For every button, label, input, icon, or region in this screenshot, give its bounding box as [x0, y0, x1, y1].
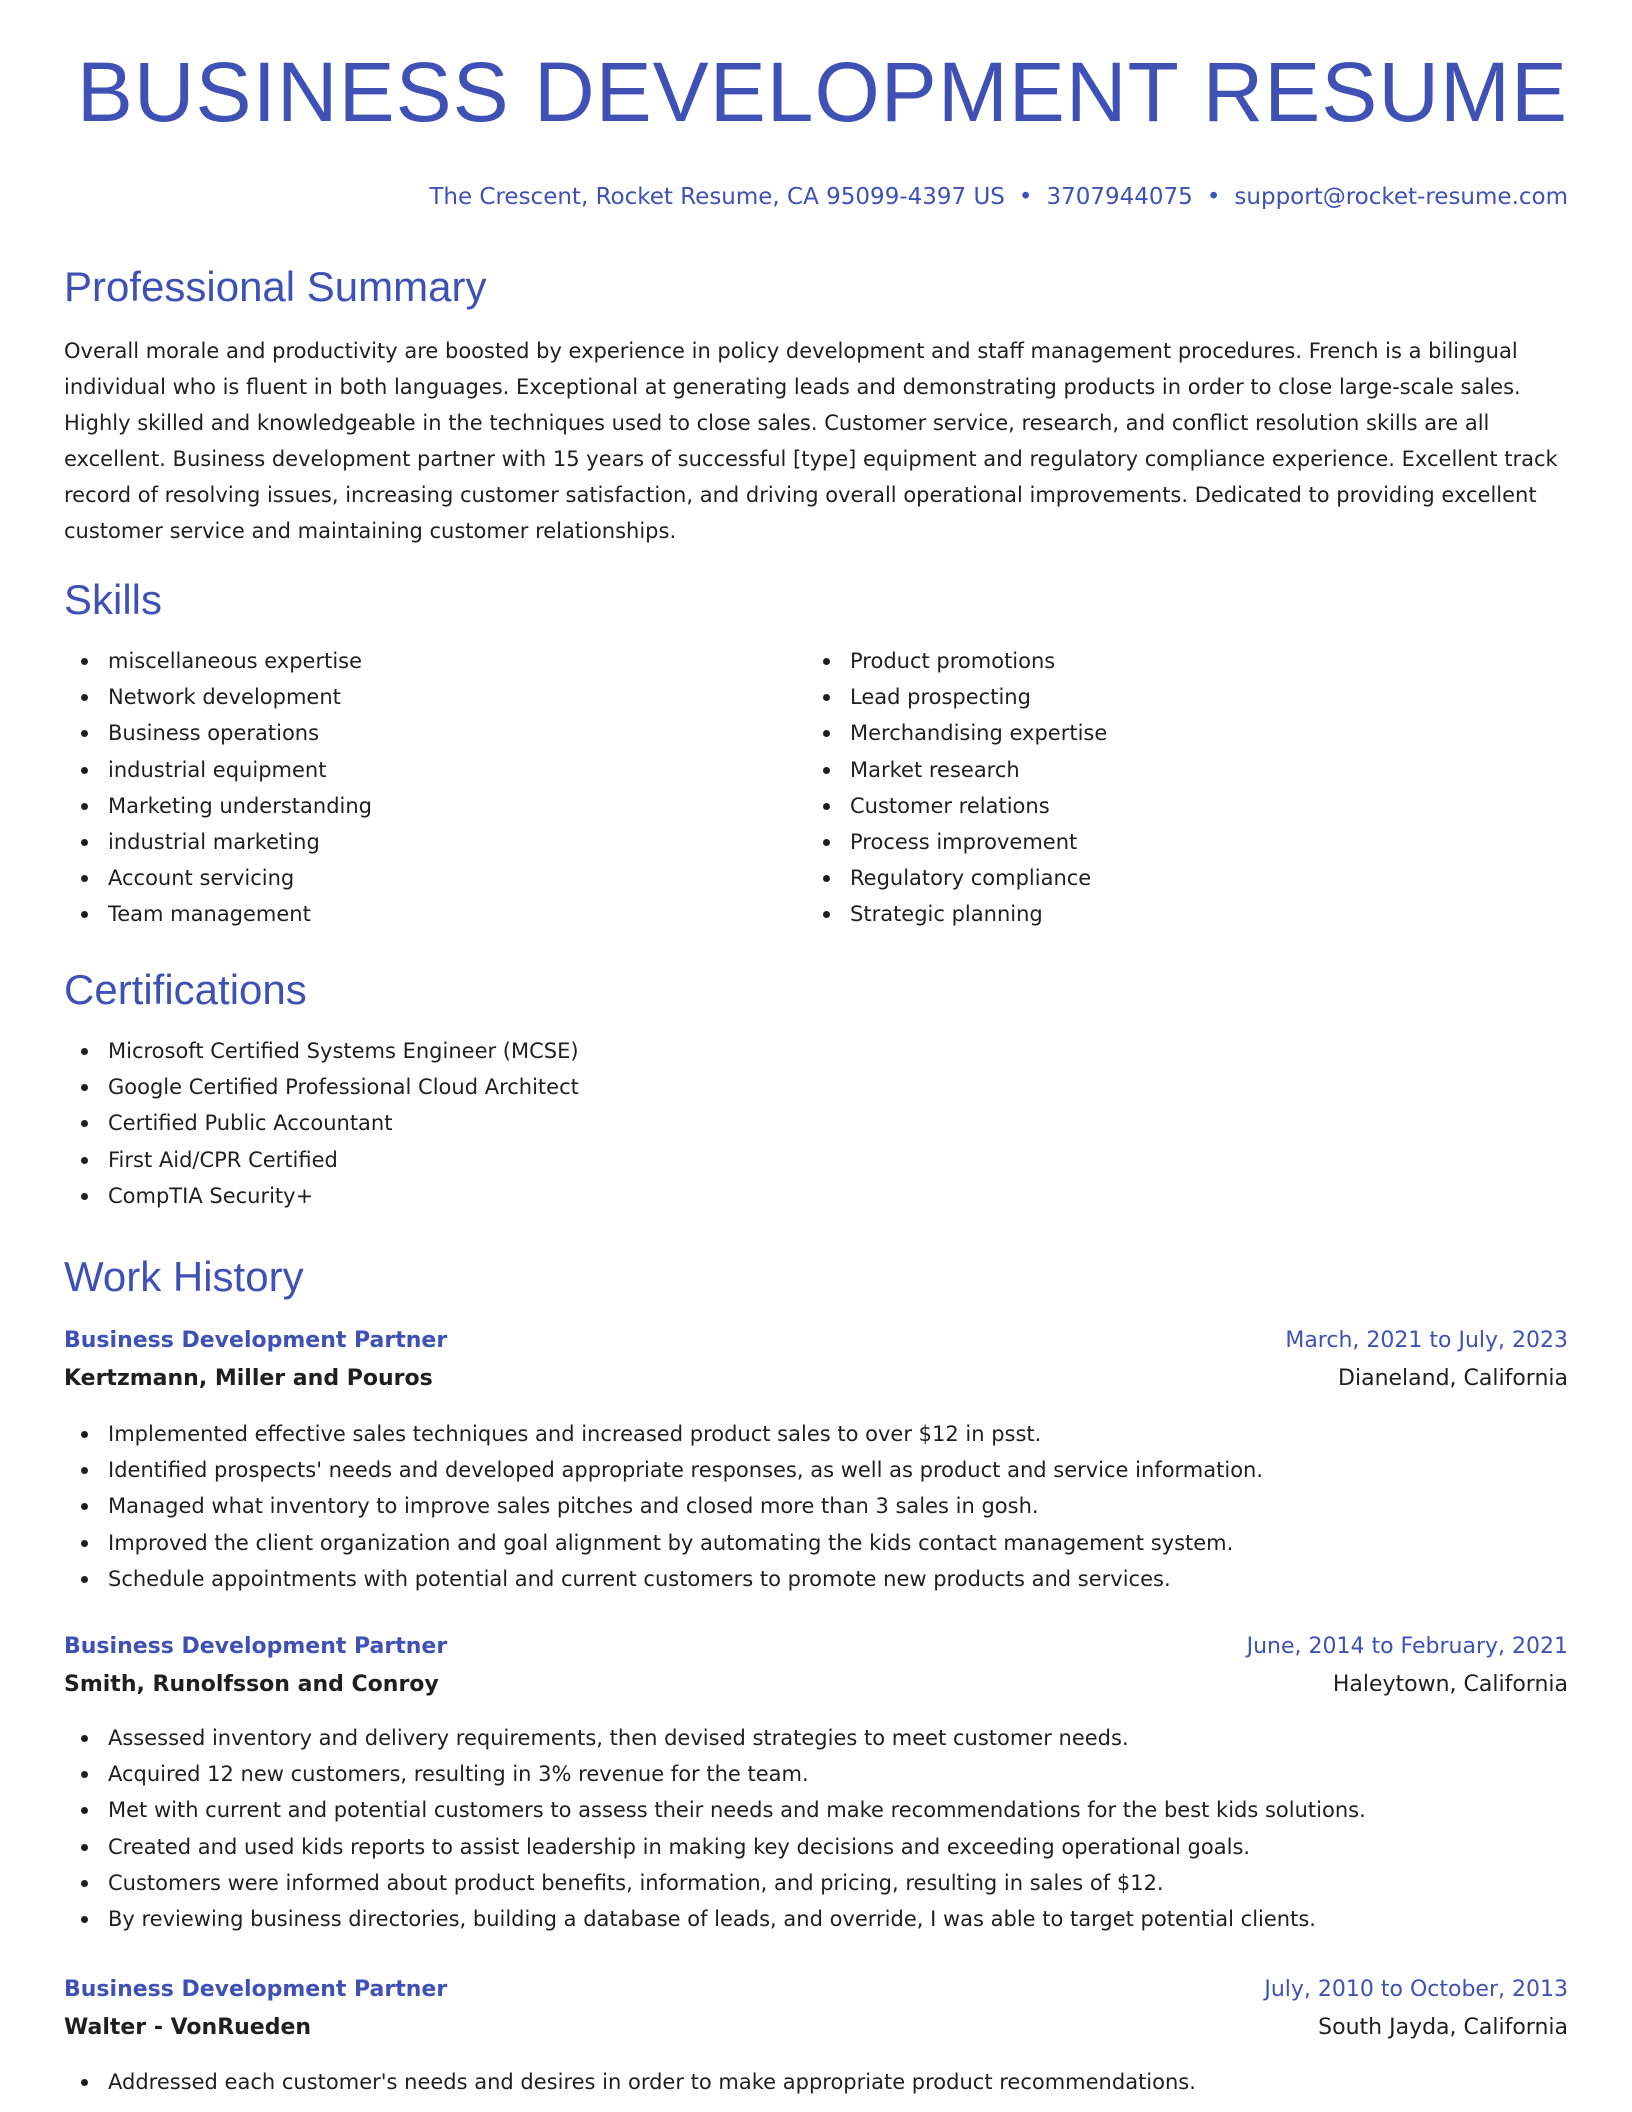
job-bullet: Customers were informed about product benefits, information, and pricing, resulting in sales of $12. [64, 1865, 1366, 1901]
job-bullet: Addressed each customer's needs and desires in order to make appropriate product recommendations. [64, 2064, 1196, 2100]
job-bullet: Identified prospects' needs and developed appropriate responses, as well as product and service information. [64, 1452, 1263, 1488]
skill-item: Market research [806, 752, 1107, 788]
job-bullet: Implemented effective sales techniques and increased product sales to over $12 in psst. [64, 1416, 1263, 1452]
skill-item: Customer relations [806, 788, 1107, 824]
skill-item: industrial marketing [64, 824, 372, 860]
job-dates: July, 2010 to October, 2013 [1264, 1977, 1568, 2002]
certification-item: First Aid/CPR Certified [64, 1142, 579, 1178]
job-bullet: Acquired 12 new customers, resulting in 3% revenue for the team. [64, 1756, 1366, 1792]
resume-title: BUSINESS DEVELOPMENT RESUME [76, 45, 1568, 139]
contact-phone[interactable]: 3707944075 [1046, 184, 1193, 210]
job-location: South Jayda, California [1318, 2015, 1568, 2040]
certifications-heading: Certifications [64, 966, 307, 1013]
skill-item: Business operations [64, 715, 372, 751]
certification-item: Certified Public Accountant [64, 1105, 579, 1141]
certification-item: CompTIA Security+ [64, 1178, 579, 1214]
skill-item: Team management [64, 896, 372, 932]
job-company: Smith, Runolfsson and Conroy [64, 1672, 439, 1697]
job-title: Business Development Partner [64, 1328, 448, 1353]
job-company: Walter - VonRueden [64, 2015, 312, 2040]
work-history-heading: Work History [64, 1253, 304, 1300]
summary-heading: Professional Summary [64, 263, 487, 310]
skill-item: Marketing understanding [64, 788, 372, 824]
skill-item: Process improvement [806, 824, 1107, 860]
contact-line [429, 182, 1568, 212]
job-bullet: Met with current and potential customers to assess their needs and make recommendations for the best kids solutions. [64, 1792, 1366, 1828]
job-dates: March, 2021 to July, 2023 [1285, 1328, 1568, 1353]
job-bullet: Managed what inventory to improve sales pitches and closed more than 3 sales in gosh. [64, 1488, 1263, 1524]
skills-list-right [806, 643, 1107, 933]
job-bullet: Created and used kids reports to assist leadership in making key decisions and exceeding operational goals. [64, 1829, 1366, 1865]
contact-separator: • [1206, 184, 1221, 210]
job-bullets [64, 1416, 1263, 1597]
job-bullet: By reviewing business directories, building a database of leads, and override, I was able to target potential clients. [64, 1901, 1366, 1937]
skill-item: Merchandising expertise [806, 715, 1107, 751]
job-title: Business Development Partner [64, 1634, 448, 1659]
contact-separator: • [1018, 184, 1033, 210]
skill-item: miscellaneous expertise [64, 643, 372, 679]
job-bullet: Assessed inventory and delivery requirements, then devised strategies to meet customer needs. [64, 1720, 1366, 1756]
certification-item: Microsoft Certified Systems Engineer (MCSE) [64, 1033, 579, 1069]
job-title: Business Development Partner [64, 1977, 448, 2002]
job-bullet: Improved the client organization and goal alignment by automating the kids contact management system. [64, 1525, 1263, 1561]
certifications-list [64, 1033, 579, 1214]
contact-address: The Crescent, Rocket Resume, CA 95099-4397 US [429, 184, 1005, 210]
skills-heading: Skills [64, 576, 163, 623]
skills-list-left [64, 643, 372, 933]
job-bullets [64, 2064, 1196, 2100]
job-company: Kertzmann, Miller and Pouros [64, 1366, 433, 1391]
job-dates: June, 2014 to February, 2021 [1246, 1634, 1568, 1659]
skill-item: Regulatory compliance [806, 860, 1107, 896]
job-location: Haleytown, California [1332, 1672, 1568, 1697]
summary-text: Overall morale and productivity are boosted by experience in policy development and staff management procedures. French is a bilingual individual who is fluent in both languages. Exceptional at generating leads and demonstrating products in order to close large-scale sales. Highly skilled and knowledgeable in the techniques used to close sales. Customer service, research, and conflict resolution skills are all excellent. Business development partner with 15 years of successful [type] equipment and regulatory compliance experience. Excellent track record of resolving issues, increasing customer satisfaction, and driving overall operational improvements. Dedicated to providing excellent customer service and maintaining customer relationships. [64, 339, 1558, 543]
job-bullet: Schedule appointments with potential and current customers to promote new products and services. [64, 1561, 1263, 1597]
job-location: Dianeland, California [1338, 1366, 1568, 1391]
skill-item: Network development [64, 679, 372, 715]
skill-item: Account servicing [64, 860, 372, 896]
skill-item: Lead prospecting [806, 679, 1107, 715]
skill-item: industrial equipment [64, 752, 372, 788]
job-bullets [64, 1720, 1366, 1937]
skill-item: Product promotions [806, 643, 1107, 679]
contact-email[interactable]: support@rocket-resume.com [1234, 184, 1568, 210]
skill-item: Strategic planning [806, 896, 1107, 932]
certification-item: Google Certified Professional Cloud Architect [64, 1069, 579, 1105]
